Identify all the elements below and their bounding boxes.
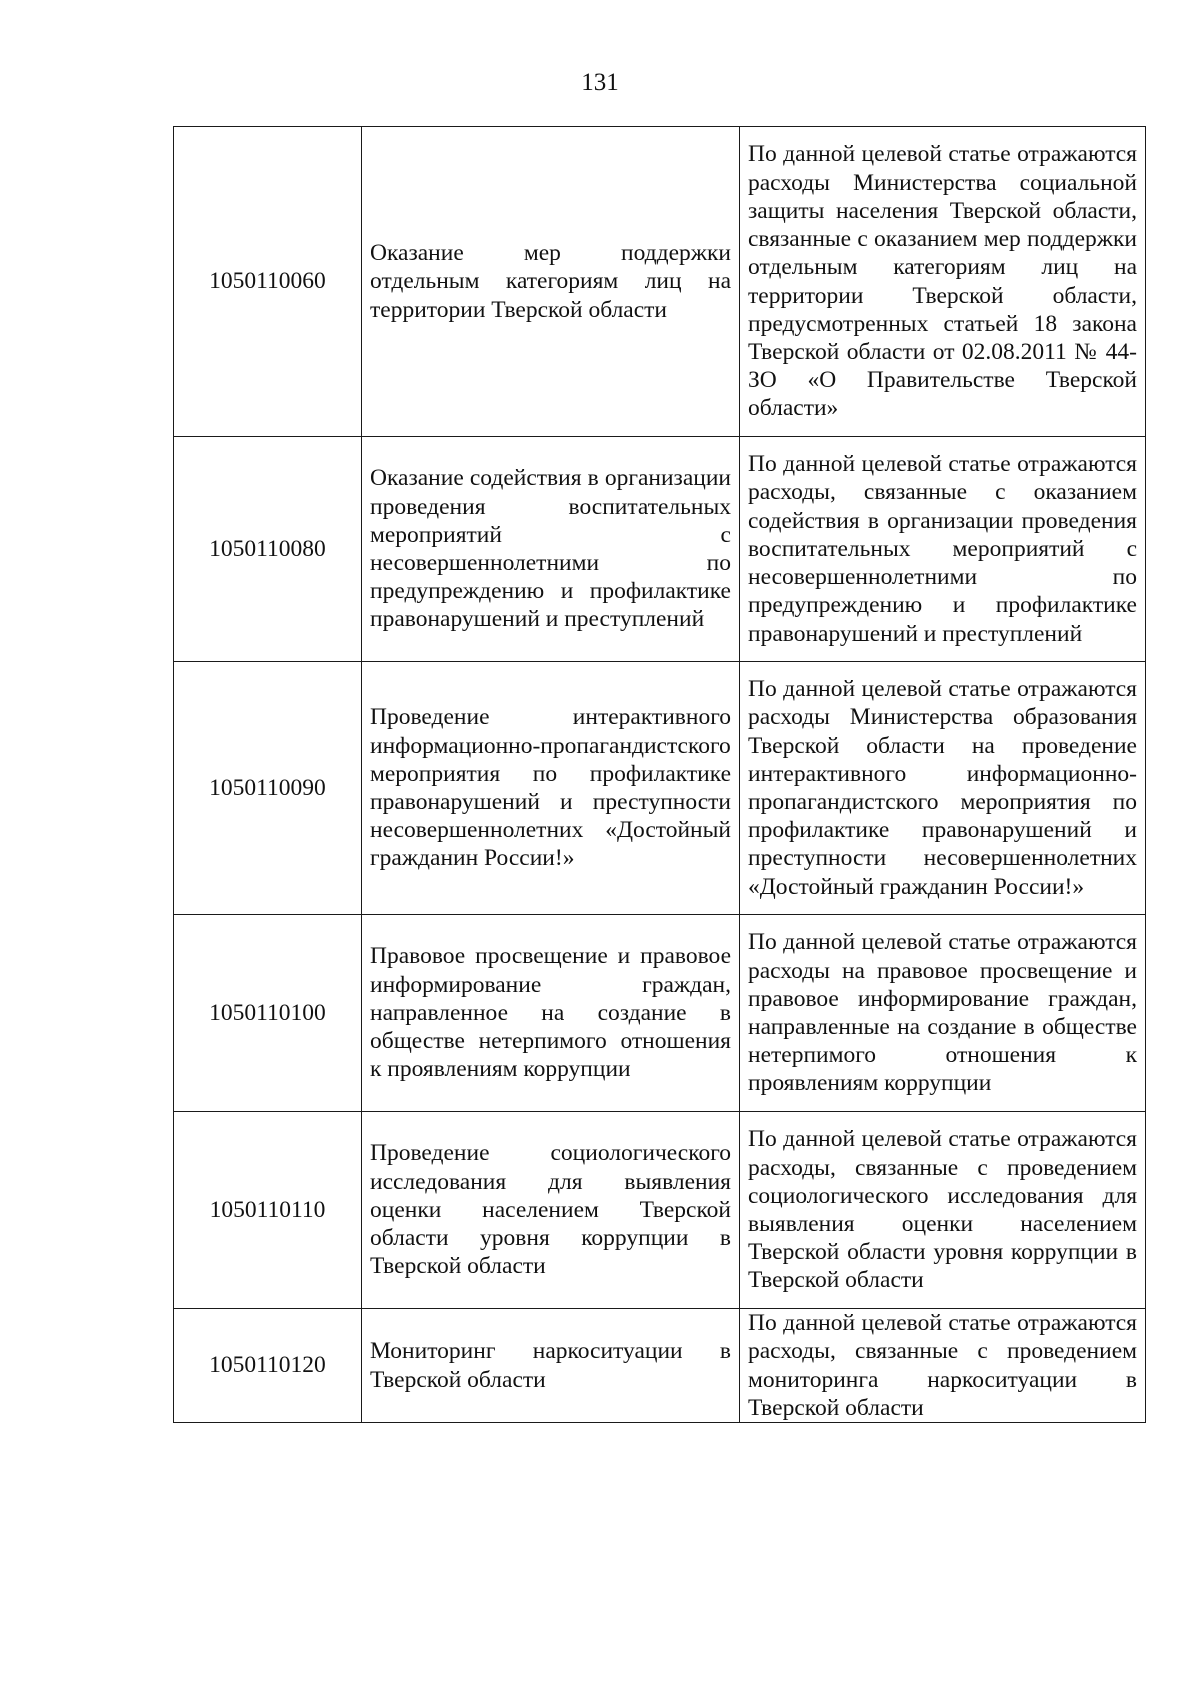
target-article-code: 1050110060 [174,127,362,437]
target-article-description: По данной целевой статье отражаются расходы Министерства социальной защиты населения Тверской области, связанные с оказанием мер поддержки отдельным категориям лиц на территории Тверской области, предусмотренных статьей 18 закона Тверской области от 02.08.2011 № 44-ЗО «О Правительстве Тверской области» [740,127,1146,437]
target-article-code: 1050110110 [174,1112,362,1309]
target-article-code: 1050110090 [174,662,362,915]
target-article-description: По данной целевой статье отражаются расходы Министерства образования Тверской области на проведение интерактивного информационно-пропагандистского мероприятия по профилактике правонарушений и преступности несовершеннолетних «Достойный гражданин России!» [740,662,1146,915]
target-article-code: 1050110080 [174,437,362,662]
table-row [174,915,1146,1112]
target-article-name: Мониторинг наркоситуации в Тверской области [362,1309,740,1423]
target-article-description: По данной целевой статье отражаются расходы, связанные с проведением социологического исследования для выявления оценки населением Тверской области уровня коррупции в Тверской области [740,1112,1146,1309]
target-articles-table [173,126,1146,1423]
target-article-code: 1050110100 [174,915,362,1112]
page-number: 131 [581,69,619,96]
table-row [174,1309,1146,1423]
table-row [174,662,1146,915]
table-row [174,127,1146,437]
target-article-description: По данной целевой статье отражаются расходы, связанные с оказанием содействия в организации проведения воспитательных мероприятий с несовершеннолетними по предупреждению и профилактике правонарушений и преступлений [740,437,1146,662]
target-article-name: Оказание содействия в организации проведения воспитательных мероприятий с несовершеннолетними по предупреждению и профилактике правонарушений и преступлений [362,437,740,662]
target-article-description: По данной целевой статье отражаются расходы на правовое просвещение и правовое информирование граждан, направленные на создание в обществе нетерпимого отношения к проявлениям коррупции [740,915,1146,1112]
table-row [174,1112,1146,1309]
target-article-name: Проведение интерактивного информационно-пропагандистского мероприятия по профилактике правонарушений и преступности несовершеннолетних «Достойный гражданин России!» [362,662,740,915]
target-article-description: По данной целевой статье отражаются расходы, связанные с проведением мониторинга наркоситуации в Тверской области [740,1309,1146,1423]
target-article-name: Правовое просвещение и правовое информирование граждан, направленное на создание в обществе нетерпимого отношения к проявлениям коррупции [362,915,740,1112]
target-article-code: 1050110120 [174,1309,362,1423]
target-article-name: Оказание мер поддержки отдельным категориям лиц на территории Тверской области [362,127,740,437]
target-article-name: Проведение социологического исследования для выявления оценки населением Тверской области уровня коррупции в Тверской области [362,1112,740,1309]
table-row [174,437,1146,662]
